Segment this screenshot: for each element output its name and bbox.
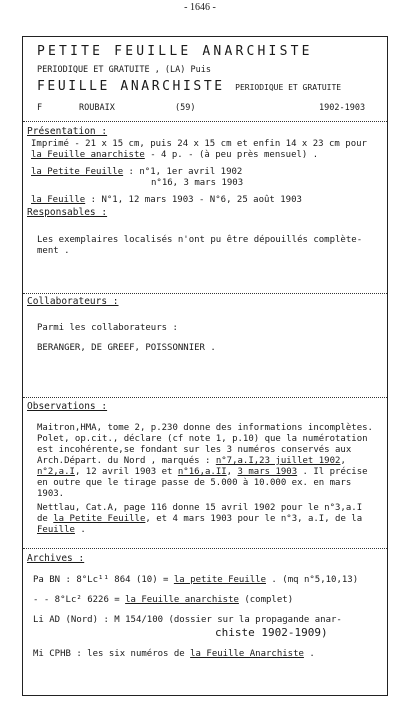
archives-line: chiste 1902-1909): [215, 626, 328, 639]
responsables-line: Les exemplaires localisés n'ont pu être dépouillés complète-: [37, 235, 363, 245]
observations-line: de la Petite Feuille, et 4 mars 1903 pour le n°3, a.I, de la: [37, 514, 363, 524]
observations-line: 1903.: [37, 489, 65, 499]
title-line-3-tail: PERIODIQUE ET GRATUITE: [235, 83, 342, 92]
record-card: [22, 36, 388, 696]
presentation-line: la Feuille anarchiste - 4 p. - (à peu près mensuel) .: [31, 150, 319, 160]
title-line-3-main: FEUILLE ANARCHISTE: [37, 79, 225, 94]
archives-line: Mi CPHB : les six numéros de la Feuille Anarchiste .: [33, 649, 315, 659]
archives-line: Pa BN : 8°Lc¹¹ 864 (10) = la petite Feuille . (mq n°5,10,13): [33, 575, 359, 585]
observations-line: Polet, op.cit., déclare (cf note 1, p.10) que la numérotation: [37, 434, 368, 444]
observations-line: n°2,a.I, 12 avril 1903 et n°16,a.II, 3 mars 1903 . Il précise: [37, 467, 368, 477]
country-code: F: [37, 103, 43, 113]
divider: [23, 121, 387, 122]
archives-line: - - 8°Lc² 6226 = la Feuille anarchiste (complet): [33, 595, 294, 605]
archives-line: Li AD (Nord) : M 154/100 (dossier sur la propagande anar-: [33, 615, 342, 625]
responsables-heading: Responsables :: [27, 207, 108, 218]
observations-line: Nettlau, Cat.A, page 116 donne 15 avril 1902 pour le n°3,a.I: [37, 503, 363, 513]
department: (59): [175, 103, 196, 113]
observations-line: en outre que le tirage passe de 5.000 à 10.000 ex. en mars: [37, 478, 352, 488]
presentation-line: la Petite Feuille : n°1, 1er avril 1902: [31, 167, 243, 177]
collaborateurs-line: Parmi les collaborateurs :: [37, 323, 178, 333]
observations-line: Arch.Départ. du Nord , marqués : n°7,a.I,23 juillet 1902,: [37, 456, 346, 466]
collaborateurs-line: BERANGER, DE GREEF, POISSONNIER .: [37, 343, 216, 353]
presentation-line: Imprimé - 21 x 15 cm, puis 24 x 15 cm et enfin 14 x 23 cm pour: [31, 139, 367, 149]
observations-heading: Observations :: [27, 401, 108, 412]
title-line-2: PERIODIQUE ET GRATUITE , (LA) Puis: [37, 65, 211, 75]
archives-heading: Archives :: [27, 553, 85, 564]
divider: [23, 397, 387, 398]
presentation-heading: Présentation :: [27, 126, 108, 137]
divider: [23, 293, 387, 294]
city: ROUBAIX: [79, 103, 115, 113]
title-line-3: [37, 79, 341, 94]
observations-line: est incohérente,se fondant sur les 3 numéros conservés aux: [37, 445, 352, 455]
observations-line: Feuille .: [37, 525, 86, 535]
title-line-1: PETITE FEUILLE ANARCHISTE: [37, 44, 313, 59]
years: 1902-1903: [319, 103, 366, 113]
presentation-line: n°16, 3 mars 1903: [151, 178, 244, 188]
page-number: - 1646 -: [184, 2, 216, 13]
responsables-line: ment .: [37, 246, 70, 256]
presentation-line: la Feuille : N°1, 12 mars 1903 - N°6, 25 août 1903: [31, 195, 302, 205]
divider: [23, 548, 387, 549]
collaborateurs-heading: Collaborateurs :: [27, 296, 119, 307]
observations-line: Maitron,HMA, tome 2, p.230 donne des informations incomplètes.: [37, 423, 373, 433]
